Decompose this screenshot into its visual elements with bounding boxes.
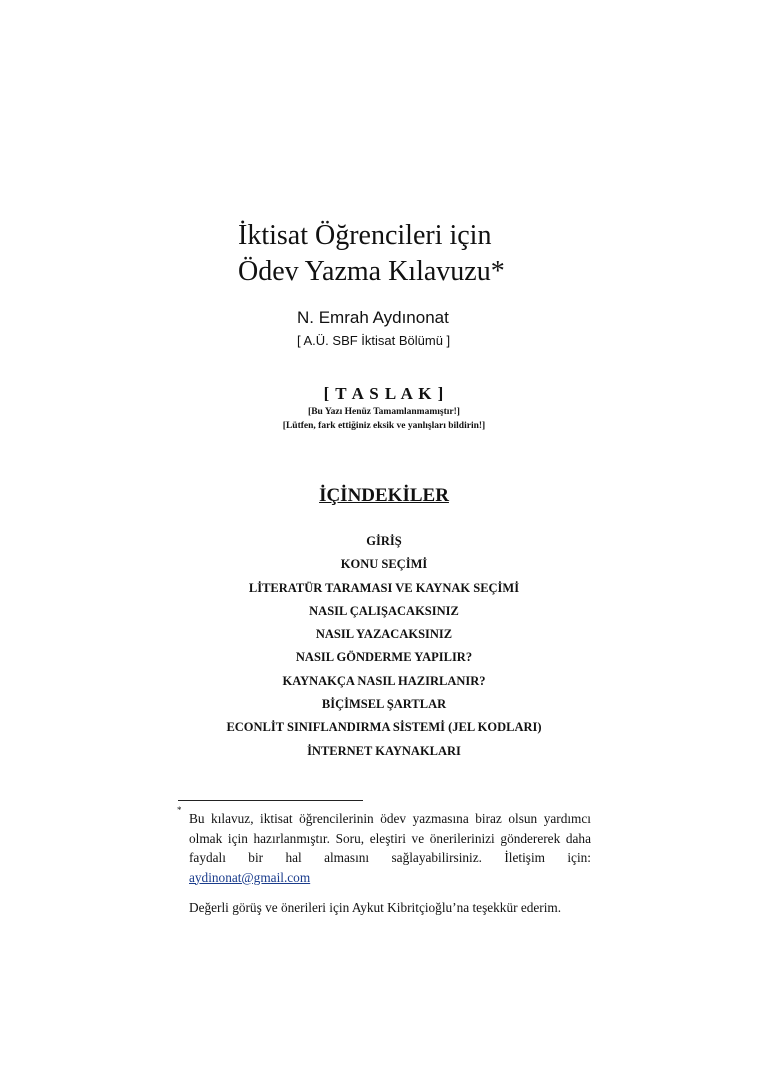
document-title-line-2: Ödev Yazma Kılavuzu* xyxy=(238,256,505,287)
toc-heading: İÇİNDEKİLER xyxy=(319,485,449,506)
toc-item-kaynakca[interactable]: KAYNAKÇA NASIL HAZIRLANIR? xyxy=(282,673,486,688)
author-name: N. Emrah Aydınonat xyxy=(297,308,449,327)
toc-item-bicimsel-sartlar[interactable]: BİÇİMSEL ŞARTLAR xyxy=(321,697,447,712)
table-of-contents xyxy=(0,530,768,763)
draft-note-2: [Lütfen, fark ettiğiniz eksik ve yanlışları bildirin!] xyxy=(282,421,486,431)
footnote-divider xyxy=(178,800,363,801)
footnote-email-link[interactable]: aydinonat@gmail.com xyxy=(189,869,311,885)
toc-item-literatur-taramasi[interactable]: LİTERATÜR TARAMASI VE KAYNAK SEÇİMİ xyxy=(248,580,520,595)
toc-item-giris[interactable]: GİRİŞ xyxy=(366,534,402,548)
toc-item-econlit[interactable]: ECONLİT SINIFLANDIRMA SİSTEMİ (JEL KODLARI) xyxy=(226,720,542,735)
acknowledgement-text: Değerli görüş ve önerileri için Aykut Kibritçioğlu’na teşekkür ederim. xyxy=(189,900,562,915)
toc-item-internet-kaynaklari[interactable]: İNTERNET KAYNAKLARI xyxy=(307,743,461,758)
toc-item-nasil-calisacaksiniz[interactable]: NASIL ÇALIŞACAKSINIZ xyxy=(309,603,459,618)
footnote-body: Bu kılavuz, iktisat öğrencilerinin ödev yazmasına biraz olsun yardımcı olmak için hazırlanmıştır. Soru, eleştiri ve önerilerinizi göndererek daha faydalı bir hal almasını sağlayabilirsiniz. İletişim için: xyxy=(189,811,591,865)
document-title-line-1: İktisat Öğrencileri için xyxy=(238,220,492,251)
footnote-text xyxy=(189,809,591,887)
footnote-marker: * xyxy=(177,805,182,815)
draft-note-1: [Bu Yazı Henüz Tamamlanmamıştır!] xyxy=(308,407,460,417)
toc-item-nasil-gonderme-yapilir[interactable]: NASIL GÖNDERME YAPILIR? xyxy=(295,650,473,665)
toc-item-konu-secimi[interactable]: KONU SEÇİMİ xyxy=(340,557,428,572)
author-affiliation: [ A.Ü. SBF İktisat Bölümü ] xyxy=(297,333,451,348)
draft-label: [ T A S L A K ] xyxy=(323,384,445,403)
toc-item-nasil-yazacaksiniz[interactable]: NASIL YAZACAKSINIZ xyxy=(315,627,453,642)
